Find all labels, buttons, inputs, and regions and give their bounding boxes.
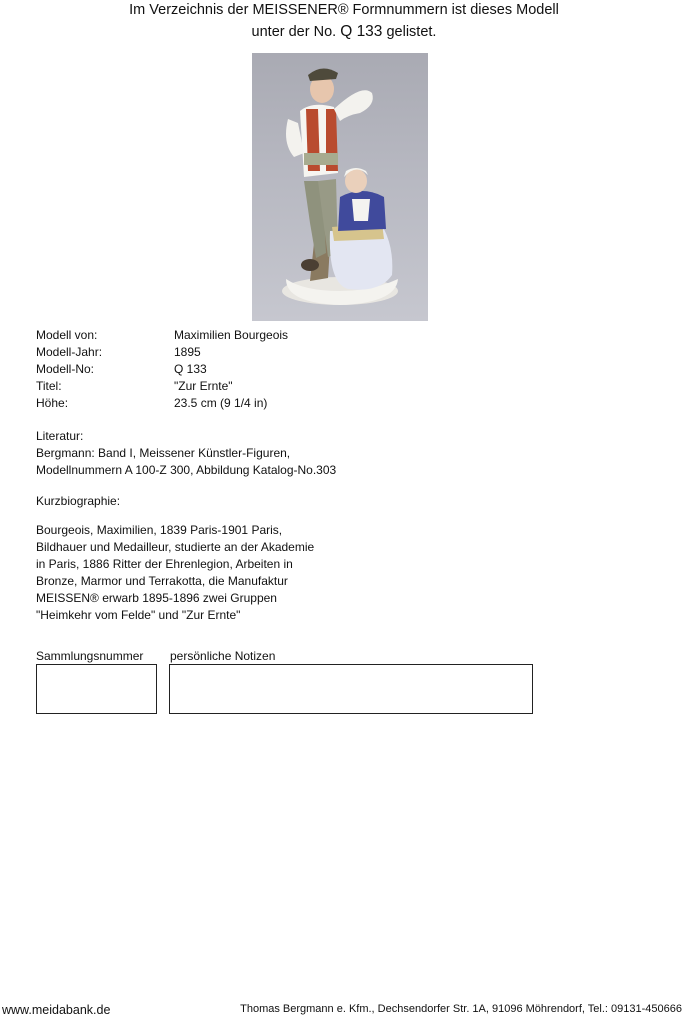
header-line-2-prefix: unter der No.	[251, 24, 337, 40]
literatur-line: Bergmann: Band I, Meissener Künstler-Figuren,	[36, 446, 291, 460]
detail-label: Höhe:	[36, 396, 69, 410]
header-line-2	[0, 21, 688, 43]
biography-line: Bronze, Marmor und Terrakotta, die Manufaktur	[36, 574, 288, 588]
biography-line: Bourgeois, Maximilien, 1839 Paris-1901 Paris,	[36, 523, 283, 537]
detail-label: Modell von:	[36, 328, 98, 342]
literatur-section	[36, 428, 336, 479]
detail-value: 1895	[174, 345, 201, 359]
detail-label: Modell-No:	[36, 362, 95, 376]
model-details	[36, 327, 288, 412]
detail-value: Maximilien Bourgeois	[174, 328, 289, 342]
sammlungsnummer-label: Sammlungsnummer	[36, 649, 144, 663]
header-model-number: Q 133	[340, 23, 383, 40]
porcelain-figurine-illustration	[252, 53, 428, 321]
kurzbiographie-text	[36, 522, 314, 624]
notizen-label: persönliche Notizen	[170, 649, 276, 663]
biography-line: MEISSEN® erwarb 1895-1896 zwei Gruppen	[36, 591, 277, 605]
biography-line: "Heimkehr vom Felde" und "Zur Ernte"	[36, 608, 241, 622]
detail-value: 23.5 cm (9 1/4 in)	[174, 396, 268, 410]
header-line-2-suffix: gelistet.	[386, 24, 437, 40]
detail-row-modell-von	[36, 327, 288, 344]
notizen-field[interactable]	[169, 664, 533, 714]
figurine-photo	[252, 53, 428, 321]
detail-row-modell-no	[36, 361, 288, 378]
literatur-line: Modellnummern A 100-Z 300, Abbildung Katalog-No.303	[36, 463, 337, 477]
literatur-heading: Literatur:	[36, 429, 84, 443]
detail-row-hoehe	[36, 395, 288, 412]
kurzbiographie-heading: Kurzbiographie:	[36, 494, 121, 508]
detail-value: "Zur Ernte"	[174, 379, 233, 393]
detail-label: Modell-Jahr:	[36, 345, 103, 359]
detail-row-titel	[36, 378, 288, 395]
header	[0, 0, 688, 43]
header-line-1: Im Verzeichnis der MEISSENER® Formnummern ist dieses Modell	[129, 2, 559, 18]
biography-line: in Paris, 1886 Ritter der Ehrenlegion, Arbeiten in	[36, 557, 293, 571]
biography-line: Bildhauer und Medailleur, studierte an der Akademie	[36, 540, 315, 554]
footer-address: Thomas Bergmann e. Kfm., Dechsendorfer Str. 1A, 91096 Möhrendorf, Tel.: 09131-450666	[240, 1003, 682, 1015]
detail-label: Titel:	[36, 379, 62, 393]
detail-row-modell-jahr	[36, 344, 288, 361]
footer-website-link[interactable]: www.meidabank.de	[2, 1003, 111, 1017]
detail-value: Q 133	[174, 362, 207, 376]
sammlungsnummer-field[interactable]	[36, 664, 157, 714]
